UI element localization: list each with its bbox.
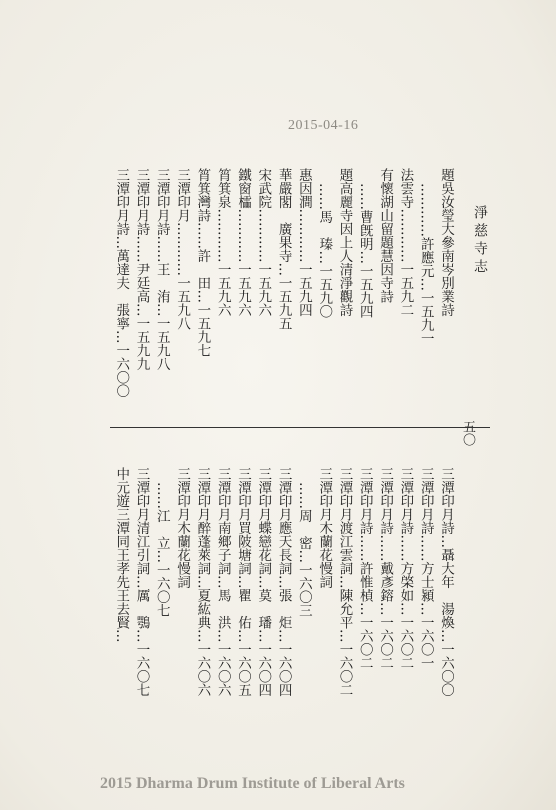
toc-entry: 三潭印月詩……方士潁…一六〇一 <box>417 467 434 670</box>
toc-entry: ……江 立…一六〇七 <box>153 482 170 617</box>
toc-entry: 三潭印月南鄉子詞…馬 洪…一六〇六 <box>214 467 231 697</box>
toc-entry: 華嚴閣 廣果寺…一五九五 <box>275 168 292 330</box>
toc-entry: 三潭印月清江引詞…厲 鶚…一六〇七 <box>133 467 150 697</box>
copyright-watermark: 2015 Dharma Drum Institute of Liberal Arts <box>100 775 405 792</box>
toc-entry: 三潭印月渡江雲詞…陳允平…一六〇二 <box>336 467 353 697</box>
section-divider <box>110 427 490 428</box>
date-watermark: 2015-04-16 <box>288 118 359 133</box>
toc-entry: 三潭印月醉蓬萊詞…夏紘典…一六〇六 <box>194 467 211 697</box>
toc-entry: 有懷湖山留題慧因寺詩 <box>377 168 394 303</box>
toc-entry: …………許應元…一五九一 <box>417 183 434 345</box>
toc-entry: 宋武院…………一五九六 <box>255 168 272 317</box>
toc-entry: 三潭印月詩……方棨如…一六〇二 <box>397 467 414 670</box>
toc-entry: 三潭印月詩…聶大年 湯煥…一六〇〇 <box>438 467 454 697</box>
toc-entry: 三潭印月木蘭花慢詞 <box>316 467 333 589</box>
book-title: 淨慈寺志 <box>472 205 488 277</box>
toc-entry: 三潭印月買陂塘詞…瞿 佑…一六〇五 <box>235 467 251 697</box>
toc-entry: ……曹旣明…一五九四 <box>356 183 373 318</box>
toc-entry: 法雲寺…………一五九二 <box>397 168 414 317</box>
toc-entry: 三潭印月應天長詞…張 炬…一六〇四 <box>275 467 292 697</box>
toc-entry: 三潭印月木蘭花慢詞 <box>174 467 191 589</box>
toc-entry: 三潭印月詩……戴彥鎔…一六〇二 <box>377 467 394 670</box>
toc-entry: 筲箕泉…………一五九六 <box>214 168 231 317</box>
toc-entry: 惠因澗…………一五九四 <box>295 168 312 317</box>
toc-entry: 三潭印月詩……王 洧…一五九八 <box>153 168 170 371</box>
toc-entry: 題高麗寺因上人清淨觀詩 <box>336 168 353 317</box>
toc-entry: 三潭印月蝶戀花詞…莫 璠…一六〇四 <box>255 467 272 697</box>
toc-entry: 三潭印月詩……尹廷高…一五九九 <box>133 168 150 371</box>
toc-entry: 鐵窗櫺…………一五九六 <box>235 168 251 317</box>
toc-entry: 筲箕灣詩……許 田…一五九七 <box>194 168 211 357</box>
toc-entry: 三潭印月詩…萬達夫 張寧…一六〇〇 <box>113 168 130 398</box>
toc-entry: ……馬 瑧…一五九〇 <box>316 183 333 318</box>
toc-entry: 題吳汝瑩大參南岑別業詩 <box>438 168 454 317</box>
toc-entry: 三潭印月詩……許惟楨…一六〇二 <box>356 467 373 670</box>
toc-entry: 三潭印月…………一五九八 <box>174 168 191 330</box>
page-number: 五〇 <box>460 420 475 446</box>
toc-entry: 中元遊三潭同王孝先王去賢… <box>113 467 130 643</box>
toc-entry: ……周 密…一六〇三 <box>295 482 312 617</box>
